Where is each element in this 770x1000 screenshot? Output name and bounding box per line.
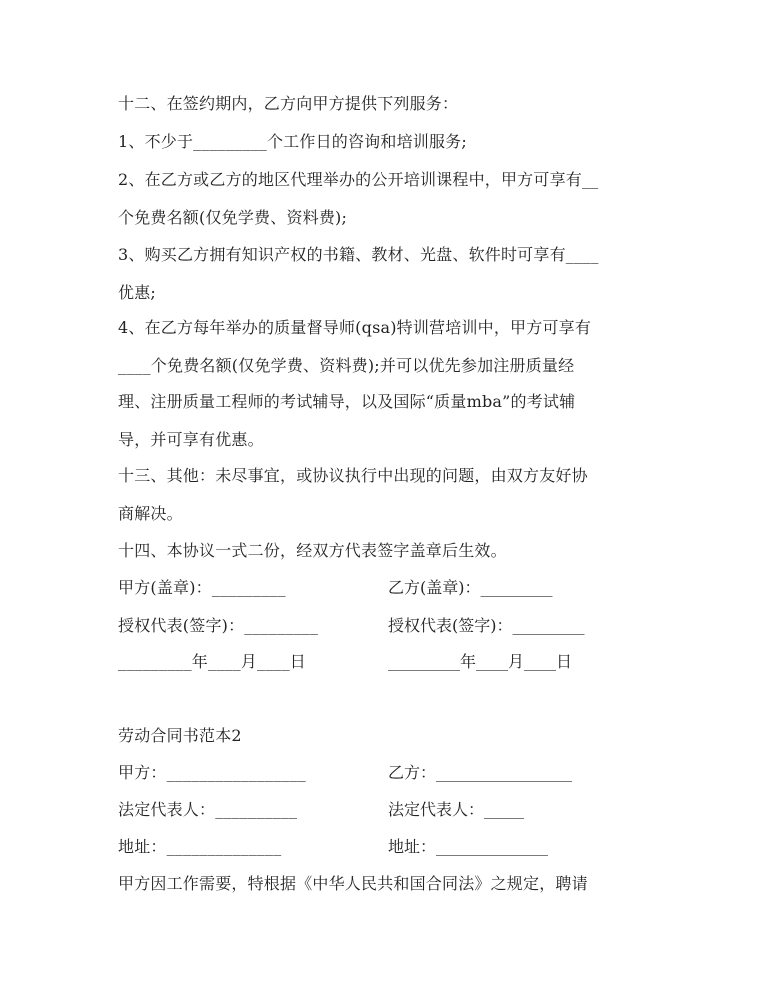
clause-12-item-2-cont: 个免费名额(仅免学费、资料费); [118, 208, 348, 227]
clause-12-item-4-cont-3: 导，并可享有优惠。 [118, 430, 264, 449]
employee-address-field: 地址：______________ [388, 837, 549, 856]
clause-14: 十四、本协议一式二份，经双方代表签字盖章后生效。 [118, 541, 507, 560]
clause-13-cont: 商解决。 [118, 504, 183, 523]
party-a-date: _________年____月____日 [118, 652, 307, 671]
section-2-paragraph: 甲方因工作需要，特根据《中华人民共和国合同法》之规定，聘请 [118, 874, 588, 893]
clause-12-item-2: 2、在乙方或乙方的地区代理举办的公开培训课程中，甲方可享有__ [118, 170, 599, 189]
party-a-seal: 甲方(盖章)：_________ [118, 578, 286, 597]
party-b-date: _________年____月____日 [388, 652, 573, 671]
clause-13: 十三、其他：未尽事宜，或协议执行中出现的问题，由双方友好协 [118, 466, 588, 485]
party-b-seal: 乙方(盖章)：_________ [388, 578, 553, 597]
clause-12-item-3: 3、购买乙方拥有知识产权的书籍、教材、光盘、软件时可享有____ [118, 245, 599, 264]
employer-field: 甲方：_________________ [118, 763, 307, 782]
clause-12-item-4-cont-1: ____个免费名额(仅免学费、资料费);并可以优先参加注册质量经 [118, 356, 575, 375]
clause-12-item-1: 1、不少于_________个工作日的咨询和培训服务; [118, 132, 467, 151]
party-b-representative: 授权代表(签字)：_________ [388, 616, 585, 635]
section-2-title: 劳动合同书范本2 [118, 726, 242, 745]
clause-12-item-3-cont: 优惠; [118, 283, 156, 302]
employer-address-field: 地址：______________ [118, 837, 282, 856]
employer-legal-rep-field: 法定代表人：__________ [118, 800, 298, 819]
party-a-representative: 授权代表(签字)：_________ [118, 616, 319, 635]
employee-legal-rep-field: 法定代表人：_____ [388, 800, 525, 819]
clause-12-item-4-cont-2: 理、注册质量工程师的考试辅导，以及国际“质量mba”的考试辅 [118, 392, 576, 411]
clause-12-item-4: 4、在乙方每年举办的质量督导师(qsa)特训营培训中，甲方可享有 [118, 318, 592, 337]
clause-12-heading: 十二、在签约期内，乙方向甲方提供下列服务： [118, 94, 459, 113]
employee-field: 乙方：_________________ [388, 763, 573, 782]
